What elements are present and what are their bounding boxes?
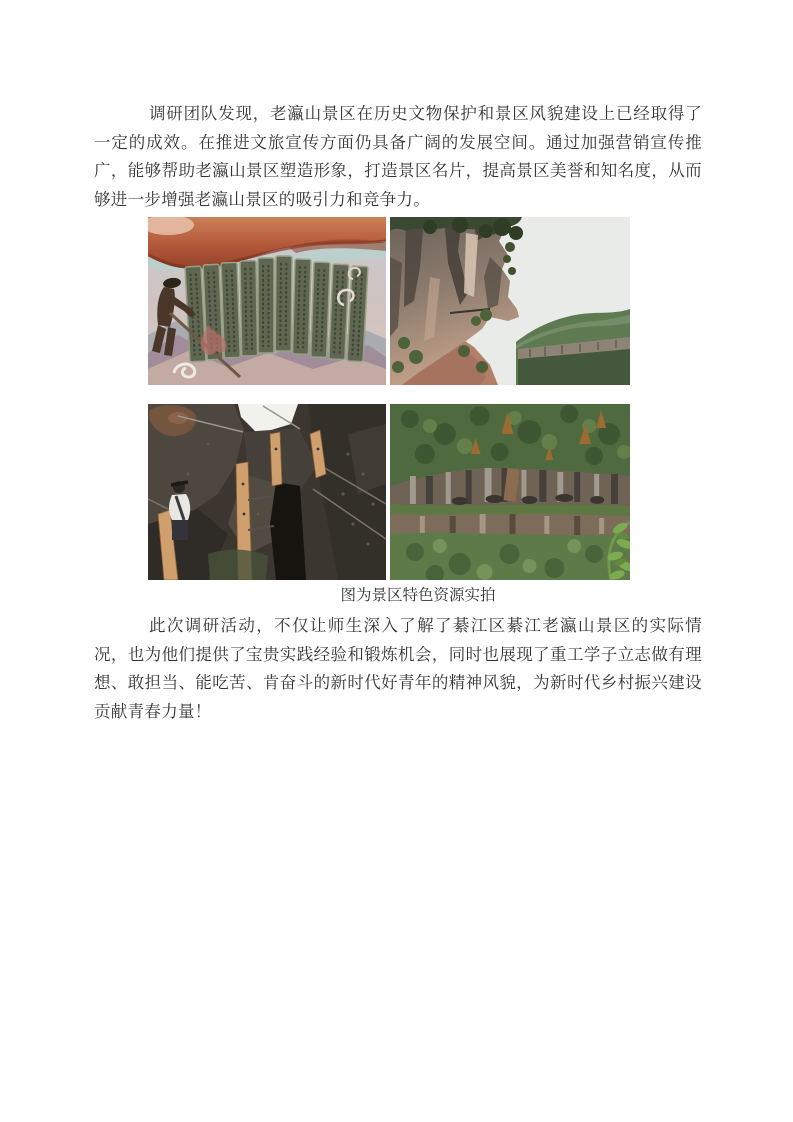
photo-mural-steles — [148, 217, 386, 385]
paragraph-intro: 调研团队发现，老瀛山景区在历史文物保护和景区风貌建设上已经取得了一定的成效。在推进文旅宣传方面仍具备广阔的发展空间。通过加强营销宣传推广，能够帮助老瀛山景区塑造形象，打造景区名片，提高景区美誉和知名度，从而够进一步增强老瀛山景区的吸引力和竞争力。 — [94, 105, 702, 209]
photo-rock-crevice-ladder — [148, 404, 386, 580]
paragraph-conclusion: 此次调研活动，不仅让师生深入了解了綦江区綦江老瀛山景区的实际情况，也为他们提供了宝贵实践经验和锻炼机会，同时也展现了重工学子立志做有理想、敢担当、能吃苦、肯奋斗的新时代好青年的精神风貌，为新时代乡村振兴建设贡献青春力量！ — [94, 617, 702, 721]
photo-caption: 图为景区特色资源实拍 — [340, 587, 496, 604]
photo-grid — [148, 217, 630, 580]
photo-forest-cliff-band — [390, 404, 630, 580]
photo-cliff-profile — [390, 217, 630, 385]
